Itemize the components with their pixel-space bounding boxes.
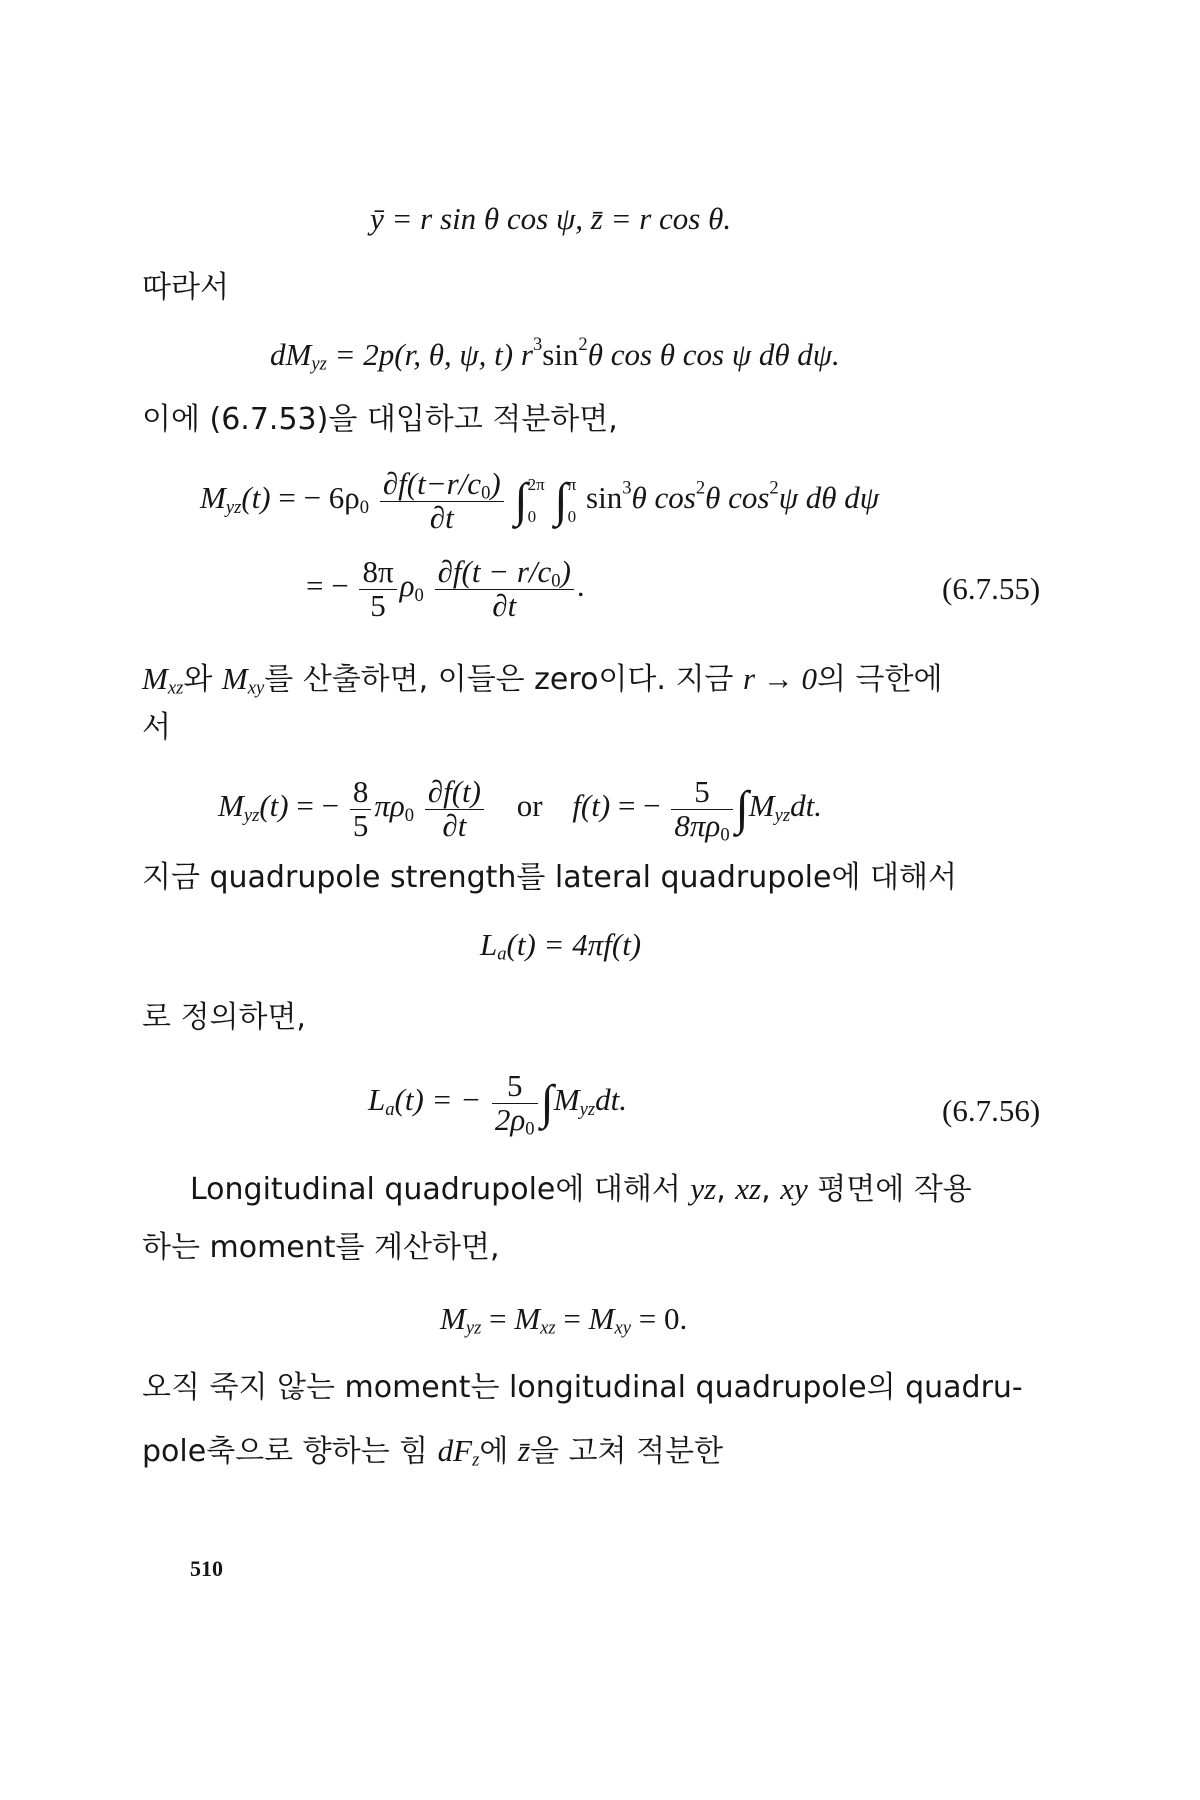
- subscript: yz: [225, 496, 242, 518]
- equals-minus: = − 6ρ: [270, 480, 360, 516]
- integral-limits: [528, 469, 545, 534]
- fraction-numerator: 5: [671, 776, 732, 810]
- coefficient-fraction: [492, 1068, 538, 1140]
- subscript: yz: [465, 1317, 482, 1339]
- equation-6-7-55-line1: [200, 468, 879, 534]
- superscript: 3: [532, 334, 543, 356]
- subscript: yz: [774, 804, 791, 826]
- comma: ,: [761, 1172, 781, 1207]
- text-only-line2: [142, 1432, 723, 1470]
- equation-text: = r sin θ cos ψ,: [383, 201, 591, 236]
- coefficient-fraction: [671, 774, 732, 846]
- integral-sign: ∫: [514, 474, 528, 528]
- equation-number-6-7-55: (6.7.55): [942, 571, 1041, 606]
- equals: =: [481, 1301, 515, 1336]
- fraction-denominator: [492, 1101, 538, 1140]
- text-fragment: 를 산출하면, 이들은 zero이다. 지금: [264, 662, 743, 697]
- partial-derivative-fraction: [425, 776, 484, 842]
- argument: (t): [259, 788, 289, 824]
- subscript: 0: [481, 482, 491, 504]
- subscript: a: [497, 943, 507, 965]
- fraction-denominator: ∂t: [492, 587, 517, 623]
- equation-6-7-55-line2: [306, 556, 585, 622]
- subscript: 0: [720, 824, 730, 846]
- plane-yz: yz: [690, 1171, 717, 1206]
- equation-ybar-zbar: [370, 200, 731, 237]
- equals: =: [555, 1301, 589, 1336]
- upper-limit: 2π: [527, 474, 545, 494]
- or-text: or: [516, 788, 543, 824]
- equation-text: (t) = −: [394, 1082, 482, 1118]
- equals-minus: = −: [610, 788, 661, 824]
- superscript: 2: [769, 477, 779, 499]
- L-symbol: L: [480, 927, 498, 962]
- text-only-line1: 오직 죽지 않는 moment는 longitudinal quadrupole의 quadru-: [142, 1370, 1023, 1405]
- equals-minus: = −: [288, 788, 340, 824]
- differential: dt.: [790, 788, 822, 824]
- integral-sign: ∫: [735, 782, 749, 836]
- subscript: a: [385, 1098, 395, 1120]
- M-symbol: M: [221, 661, 248, 696]
- subscript: xy: [247, 677, 265, 699]
- integrand-text: sin: [586, 480, 623, 516]
- M-symbol: M: [588, 1301, 615, 1336]
- M-symbol: M: [440, 1301, 466, 1336]
- text-quadrupole-strength: 지금 quadrupole strength를 lateral quadrupole에 대해서: [142, 860, 957, 895]
- lower-limit: 0: [527, 507, 537, 527]
- subscript: yz: [579, 1098, 596, 1120]
- equation-moments-zero: [440, 1300, 687, 1337]
- paren: ): [560, 554, 571, 589]
- text-longitudinal-line2: 하는 moment를 계산하면,: [142, 1230, 500, 1265]
- text-define: 로 정의하면,: [142, 1000, 306, 1035]
- text-fragment: 와: [183, 662, 222, 697]
- text-fragment: 을 고쳐 적분한: [529, 1434, 723, 1469]
- lower-limit: 0: [567, 507, 577, 527]
- text-longitudinal: [190, 1170, 972, 1208]
- subscript: 0: [404, 804, 415, 826]
- fraction-denominator: [671, 807, 732, 846]
- fraction-denominator: 5: [370, 587, 386, 623]
- coefficient-fraction: [350, 776, 372, 842]
- plane-xz: xz: [735, 1171, 762, 1206]
- subscript: 0: [551, 570, 561, 592]
- differential: dt.: [595, 1082, 627, 1118]
- L-symbol: L: [368, 1082, 386, 1118]
- numerator-text: ∂f(t−r/c: [382, 466, 482, 501]
- equation-text: (t) = 4πf(t): [506, 927, 642, 962]
- equation-text: θ cos θ cos ψ dθ dψ.: [587, 337, 840, 372]
- text-mxz-line2: 서: [142, 710, 171, 745]
- integrand-text: ψ dθ dψ: [778, 480, 879, 516]
- subscript: 0: [525, 1118, 535, 1140]
- fraction-denominator: ∂t: [429, 499, 454, 535]
- M-symbol: M: [748, 788, 775, 824]
- superscript: 2: [578, 334, 588, 356]
- ybar-symbol: ȳ: [370, 201, 384, 236]
- text-ttaraseo: 따라서: [142, 270, 229, 305]
- subscript: yz: [311, 353, 327, 375]
- numerator-text: ∂f(t − r/c: [437, 554, 552, 589]
- equation-6-7-56: [368, 1068, 627, 1140]
- fraction-denominator: 5: [352, 807, 369, 843]
- fraction-numerator: ∂f(t): [425, 776, 484, 810]
- equation-text: = r cos θ.: [602, 201, 732, 236]
- dM-symbol: dM: [270, 337, 312, 372]
- limit-expression: r → 0: [742, 661, 818, 696]
- fraction-numerator: 8π: [359, 556, 396, 590]
- fraction-numerator: 8: [350, 776, 372, 810]
- dF-symbol: dF: [437, 1433, 473, 1468]
- fraction-denominator: ∂t: [442, 807, 467, 843]
- superscript: 2: [695, 477, 706, 499]
- upper-limit: π: [567, 474, 577, 494]
- subscript: xy: [614, 1317, 631, 1339]
- text-mxz-mxy: [142, 660, 943, 698]
- M-symbol: M: [218, 788, 244, 824]
- text-fragment: 의 극한에: [817, 662, 943, 697]
- text-fragment: Longitudinal quadrupole에 대해서: [190, 1172, 691, 1207]
- integral-sign: ∫: [554, 474, 568, 528]
- zbar-symbol: z̄: [590, 201, 603, 236]
- partial-derivative-fraction: [435, 556, 574, 622]
- subscript: z: [472, 1449, 480, 1471]
- M-symbol: M: [514, 1301, 541, 1336]
- superscript: 3: [622, 477, 632, 499]
- subscript: xz: [167, 677, 184, 699]
- zbar-symbol: z̄: [517, 1433, 530, 1468]
- subscript: yz: [243, 804, 260, 826]
- fraction-numerator: [435, 556, 574, 590]
- rho-symbol: ρ: [399, 568, 415, 604]
- subscript: 0: [359, 496, 370, 518]
- period: .: [576, 568, 585, 604]
- partial-derivative-fraction: [380, 468, 504, 534]
- plane-xy: xy: [780, 1171, 808, 1206]
- equals-minus: = −: [306, 568, 349, 604]
- integrand-text: θ cos: [631, 480, 696, 516]
- f-of-t: f(t): [572, 788, 611, 824]
- equation-dMyz: [270, 336, 840, 373]
- text-fragment: pole축으로 향하는 힘: [142, 1434, 438, 1469]
- denominator-text: 2ρ: [494, 1101, 526, 1137]
- equals-zero: = 0.: [630, 1301, 688, 1336]
- fraction-numerator: 5: [492, 1070, 538, 1104]
- argument: (t): [241, 480, 271, 516]
- M-symbol: M: [200, 480, 226, 516]
- integrand-text: θ cos: [705, 480, 770, 516]
- text-fragment: 평면에 작용: [807, 1172, 972, 1207]
- fraction-numerator: [380, 468, 504, 502]
- paren: ): [490, 466, 501, 501]
- comma: ,: [716, 1172, 736, 1207]
- subscript: xz: [540, 1317, 556, 1339]
- equation-La: [480, 926, 641, 963]
- equation-limit: [218, 774, 822, 846]
- integral-limits: [568, 469, 577, 534]
- subscript: 0: [414, 584, 424, 606]
- M-symbol: M: [142, 661, 168, 696]
- equation-number-6-7-56: (6.7.56): [942, 1093, 1041, 1128]
- denominator-text: 8πρ: [674, 807, 721, 843]
- text-substitute: 이에 (6.7.53)을 대입하고 적분하면,: [142, 402, 618, 437]
- sin-text: sin: [542, 337, 579, 372]
- pi-rho-symbol: πρ: [374, 788, 405, 824]
- coefficient-fraction: [359, 556, 396, 622]
- page-number: 510: [190, 1556, 223, 1581]
- integral-sign: ∫: [540, 1076, 554, 1130]
- equation-text: = 2p(r, θ, ψ, t) r: [326, 337, 533, 372]
- M-symbol: M: [553, 1082, 580, 1118]
- text-fragment: 에: [479, 1434, 518, 1469]
